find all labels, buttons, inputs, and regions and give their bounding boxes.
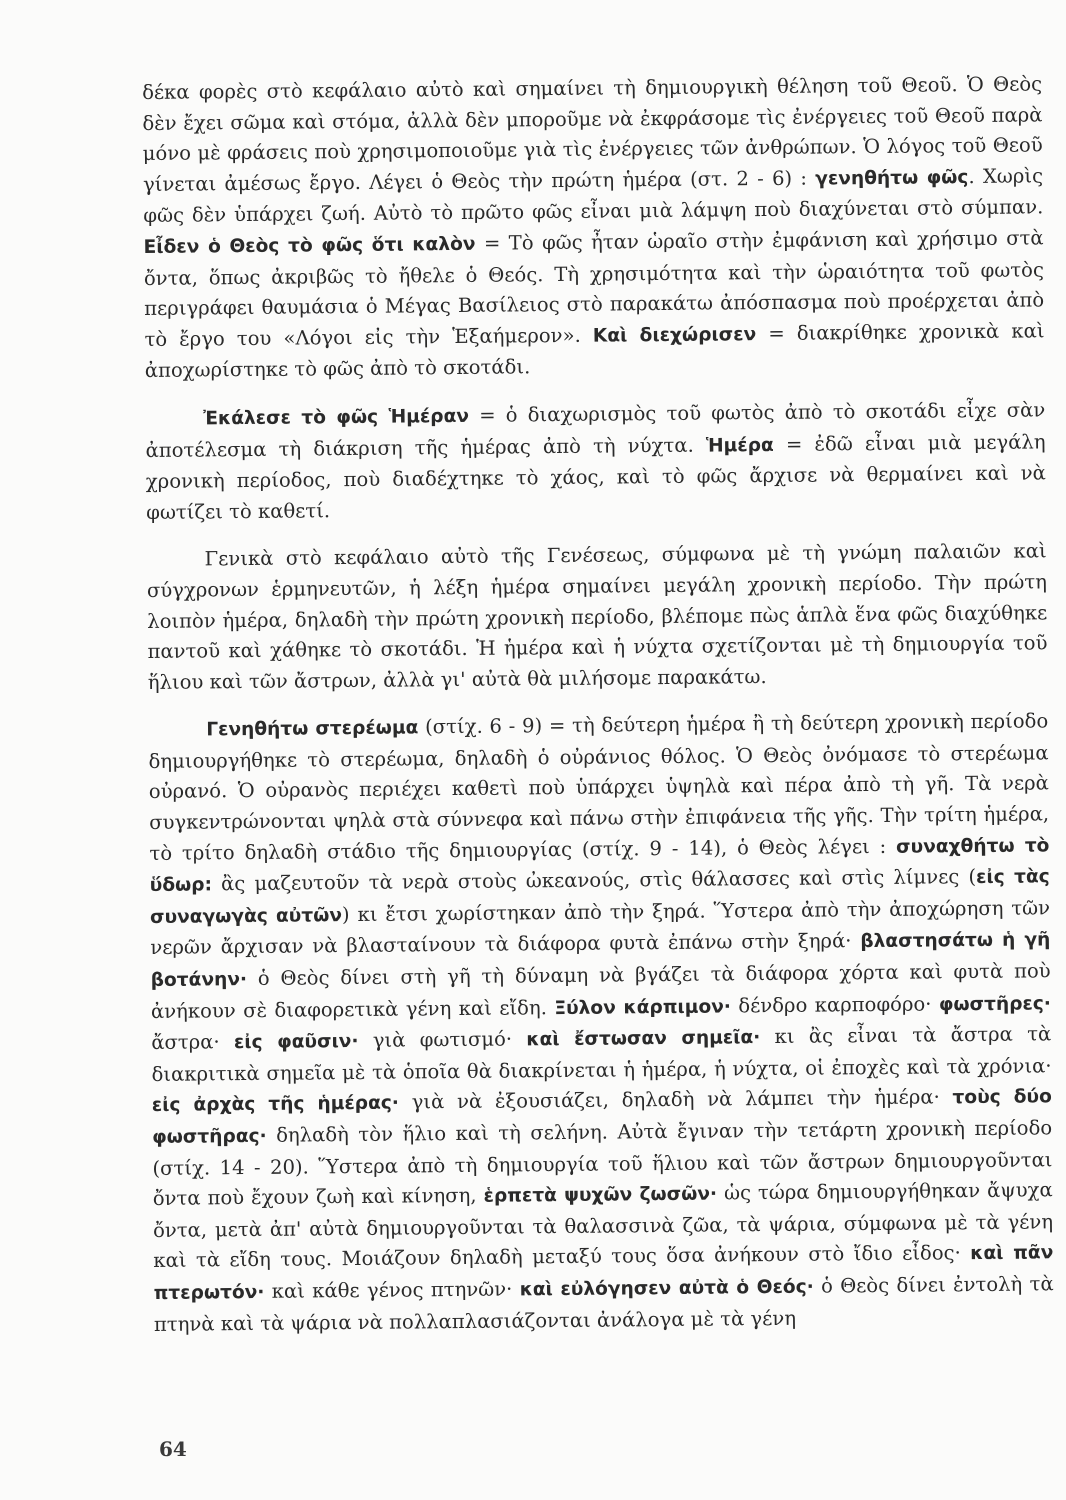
text-run: ἄστρα· [151,1030,235,1055]
text-run: = ἐδῶ εἶναι μιὰ μεγάλη χρονικὴ περίοδος, ποὺ διαδέχτηκε τὸ χάος, καὶ τὸ φῶς ἄρχισε νὰ θερμαίνει καὶ νὰ φωτίζει τὸ καθετί. [145,429,1046,524]
bold-phrase: γενηθήτω φῶς [815,166,969,190]
bold-phrase: τοὺς δύο φωστῆρας· [152,1086,1052,1148]
bold-phrase: ἑρπετὰ ψυχῶν ζωσῶν· [483,1183,718,1207]
text-run: = διακρίθηκε χρονικὰ καὶ ἀποχωρίστηκε τὸ φῶς ἀπὸ τὸ σκοτάδι. [144,319,1045,383]
bold-phrase: συναχθήτω τὸ ὕδωρ: [149,834,1050,897]
text-run: = ὁ διαχωρισμὸς τοῦ φωτὸς ἀπὸ τὸ σκοτάδι εἶχε σὰν ἀποτέλεσμα τὴ διάκριση τῆς ἡμέρας ἀπὸ τὴ νύχτα. [145,398,1046,462]
paragraph-4 [148,707,1054,1340]
bold-phrase: Γενηθήτω στερέωμα [206,717,419,741]
bold-phrase: βλαστησάτω ἡ γῆ βοτάνην· [150,929,1051,991]
paragraph-2 [145,395,1046,528]
bold-phrase: Ξύλον κάρπιμον· [554,996,732,1019]
text-run: ) κι ἔτσι χωρίστηκαν ἀπὸ τὴν ξηρά. Ὕστερα ἀπὸ τὴν ἀποχώρηση τῶν νερῶν ἄρχισαν νὰ βλασταίνουν τὰ διάφορα φυτὰ ἐπάνω στὴν ξηρά· [150,896,1051,960]
bold-phrase: Ἐκάλεσε τὸ φῶς Ἡμέραν [203,405,470,430]
text-run: ὁ Θεὸς δίνει ἐντολὴ τὰ πτηνὰ καὶ τὰ ψάρια νὰ πολλαπλασιάζονται ἀνάλογα μὲ τὰ γένη [153,1272,1054,1336]
paragraph-1 [142,69,1045,387]
text-run: γιὰ φωτισμό· [358,1027,527,1053]
paragraph-3 [146,537,1047,699]
text-run: . Χωρὶς φῶς δὲν ὑπάρχει ζωή. Αὐτὸ τὸ πρῶτο φῶς εἶναι μιὰ λάμψη ποὺ διαχύνεται στὸ σύμπαν. [143,164,1044,228]
text-run: δέκα φορὲς στὸ κεφάλαιο αὐτὸ καὶ σημαίνει τὴ δημιουργικὴ θέληση τοῦ Θεοῦ. Ὁ Θεὸς δὲν ἔχει σῶμα καὶ στόμα, ἀλλὰ δὲν μποροῦμε νὰ ἐκφράσομε τὶς ἐνέργειες τοῦ Θεοῦ παρὰ μόνο μὲ φράσεις ποὺ χρησιμοποιοῦμε γιὰ τὶς ἐνέργειες τῶν ἀνθρώπων. Ὁ λόγος τοῦ Θεοῦ γίνεται ἀμέσως ἔργο. Λέγει ὁ Θεὸς τὴν πρώτη ἡμέρα (στ. 2 - 6) : [142,72,1043,196]
text-run: ὡς τώρα δημιουργήθηκαν ἄψυχα ὄντα, μετὰ ἀπ' αὐτὰ δημιουργοῦνται τὰ θαλασσινὰ ζῶα, τὰ ψάρια, σύμφωνα μὲ τὰ γένη καὶ τὰ εἴδη τους. Μοιάζουν δηλαδὴ μεταξύ τους ὅσα ἀνήκουν στὸ ἴδιο εἶδος· [152,1178,1054,1273]
text-run: δένδρο καρποφόρο· [730,992,940,1018]
text-run: ὁ Θεὸς δίνει στὴ γῆ τὴ δύναμη νὰ βγάζει τὰ διάφορα χόρτα καὶ φυτὰ ποὺ ἀνήκουν σὲ διαφορετικὰ γένη καὶ εἴδη. [150,959,1051,1023]
bold-phrase: καὶ εὐλόγησεν αὐτὰ ὁ Θεός· [519,1276,814,1301]
bold-phrase: καὶ πᾶν πτερωτόν· [153,1242,1054,1304]
main-text [142,69,1054,1340]
bold-phrase: εἰς φαῦσιν· [233,1031,359,1054]
bold-phrase: Καὶ διεχώρισεν [592,323,757,347]
bold-phrase: Εἶδεν ὁ Θεὸς τὸ φῶς ὅτι καλὸν [143,233,476,258]
text-run: ἂς μαζευτοῦν τὰ νερὰ στοὺς ὠκεανούς, στὶς θάλασσες καὶ στὶς λίμνες ( [211,865,977,896]
bold-phrase: εἰς ἀρχὰς τῆς ἡμέρας· [151,1092,400,1117]
text-run: Γενικὰ στὸ κεφάλαιο αὐτὸ τῆς Γενέσεως, σύμφωνα μὲ τὴ γνώμη παλαιῶν καὶ σύγχρονων ἑρμηνευτῶν, ἡ λέξη ἡμέρα σημαίνει μεγάλη χρονικὴ περίοδο. Τὴν πρώτη λοιπὸν ἡμέρα, δηλαδὴ τὴν πρώτη χρονικὴ περίοδο, βλέπομε πὼς ἁπλὰ ἕνα φῶς διαχύθηκε παντοῦ καὶ χάθηκε τὸ σκοτάδι. Ἡ ἡμέρα καὶ ἡ νύχτα σχετίζονται μὲ τὴ δημιουργία τοῦ ἥλιου καὶ τῶν ἄστρων, ἀλλὰ γι' αὐτὰ θὰ μιλήσομε παρακάτω. [146,539,1048,694]
text-run: (στίχ. 6 - 9) = τὴ δεύτερη ἡμέρα ἢ τὴ δεύτερη χρονικὴ περίοδο δημιουργήθηκε τὸ στερέωμα, δηλαδὴ ὁ οὐράνιος θόλος. Ὁ Θεὸς ὀνόμασε τὸ στερέωμα οὐρανό. Ὁ οὐρανὸς περιέχει καθετὶ ποὺ ὑπάρχει ὑψηλὰ καὶ πέρα ἀπὸ τὴ γῆ. Τὰ νερὰ συγκεντρώνονται ψηλὰ στὰ σύννεφα καὶ πάνω στὴν ἐπιφάνεια τῆς γῆς. Τὴν τρίτη ἡμέρα, τὸ τρίτο δηλαδὴ στάδιο τῆς δημιουργίας (στίχ. 9 - 14), ὁ Θεὸς λέγει : [148,709,1050,865]
text-run: κι ἂς εἶναι τὰ ἄστρα τὰ διακριτικὰ σημεῖα μὲ τὰ ὁποῖα θὰ διακρίνεται ἡ ἡμέρα, ἡ νύχτα, οἱ ἐποχὲς καὶ τὰ χρόνια· [151,1022,1052,1086]
text-run: γιὰ νὰ ἐξουσιάζει, δηλαδὴ νὰ λάμπει τὴν ἡμέρα· [398,1085,953,1114]
bold-phrase: εἰς τὰς συναγωγὰς αὐτῶν [149,866,1050,928]
page-number: 64 [159,1437,187,1461]
bold-phrase: καὶ ἔστωσαν σημεῖα· [526,1027,761,1051]
bold-phrase: Ἡμέρα [705,434,774,457]
bold-phrase: φωστῆρες· [938,992,1052,1016]
text-run: καὶ κάθε γένος πτηνῶν· [264,1277,520,1303]
text-run: = Τὸ φῶς ἦταν ὡραῖο στὴν ἐμφάνιση καὶ χρήσιμο στὰ ὄντα, ὅπως ἀκριβῶς τὸ ἤθελε ὁ Θεός. Τὴ χρησιμότητα καὶ τὴν ὡραιότητα τοῦ φωτὸς περιγράφει θαυμάσια ὁ Μέγας Βασίλειος στὸ παρακάτω ἀπόσπασμα ποὺ προέρχεται ἀπὸ τὸ ἔργο του «Λόγοι εἰς τὴν Ἑξαήμερον». [143,226,1045,351]
text-run: δηλαδὴ τὸν ἥλιο καὶ τὴ σελήνη. Αὐτὰ ἔγιναν τὴν τετάρτη χρονικὴ περίοδο (στίχ. 14 - 20). Ὕστερα ἀπὸ τὴ δημιουργία τοῦ ἥλιου καὶ τῶν ἄστρων δημιουργοῦνται ὄντα ποὺ ἔχουν ζωὴ καὶ κίνηση, [152,1116,1053,1211]
